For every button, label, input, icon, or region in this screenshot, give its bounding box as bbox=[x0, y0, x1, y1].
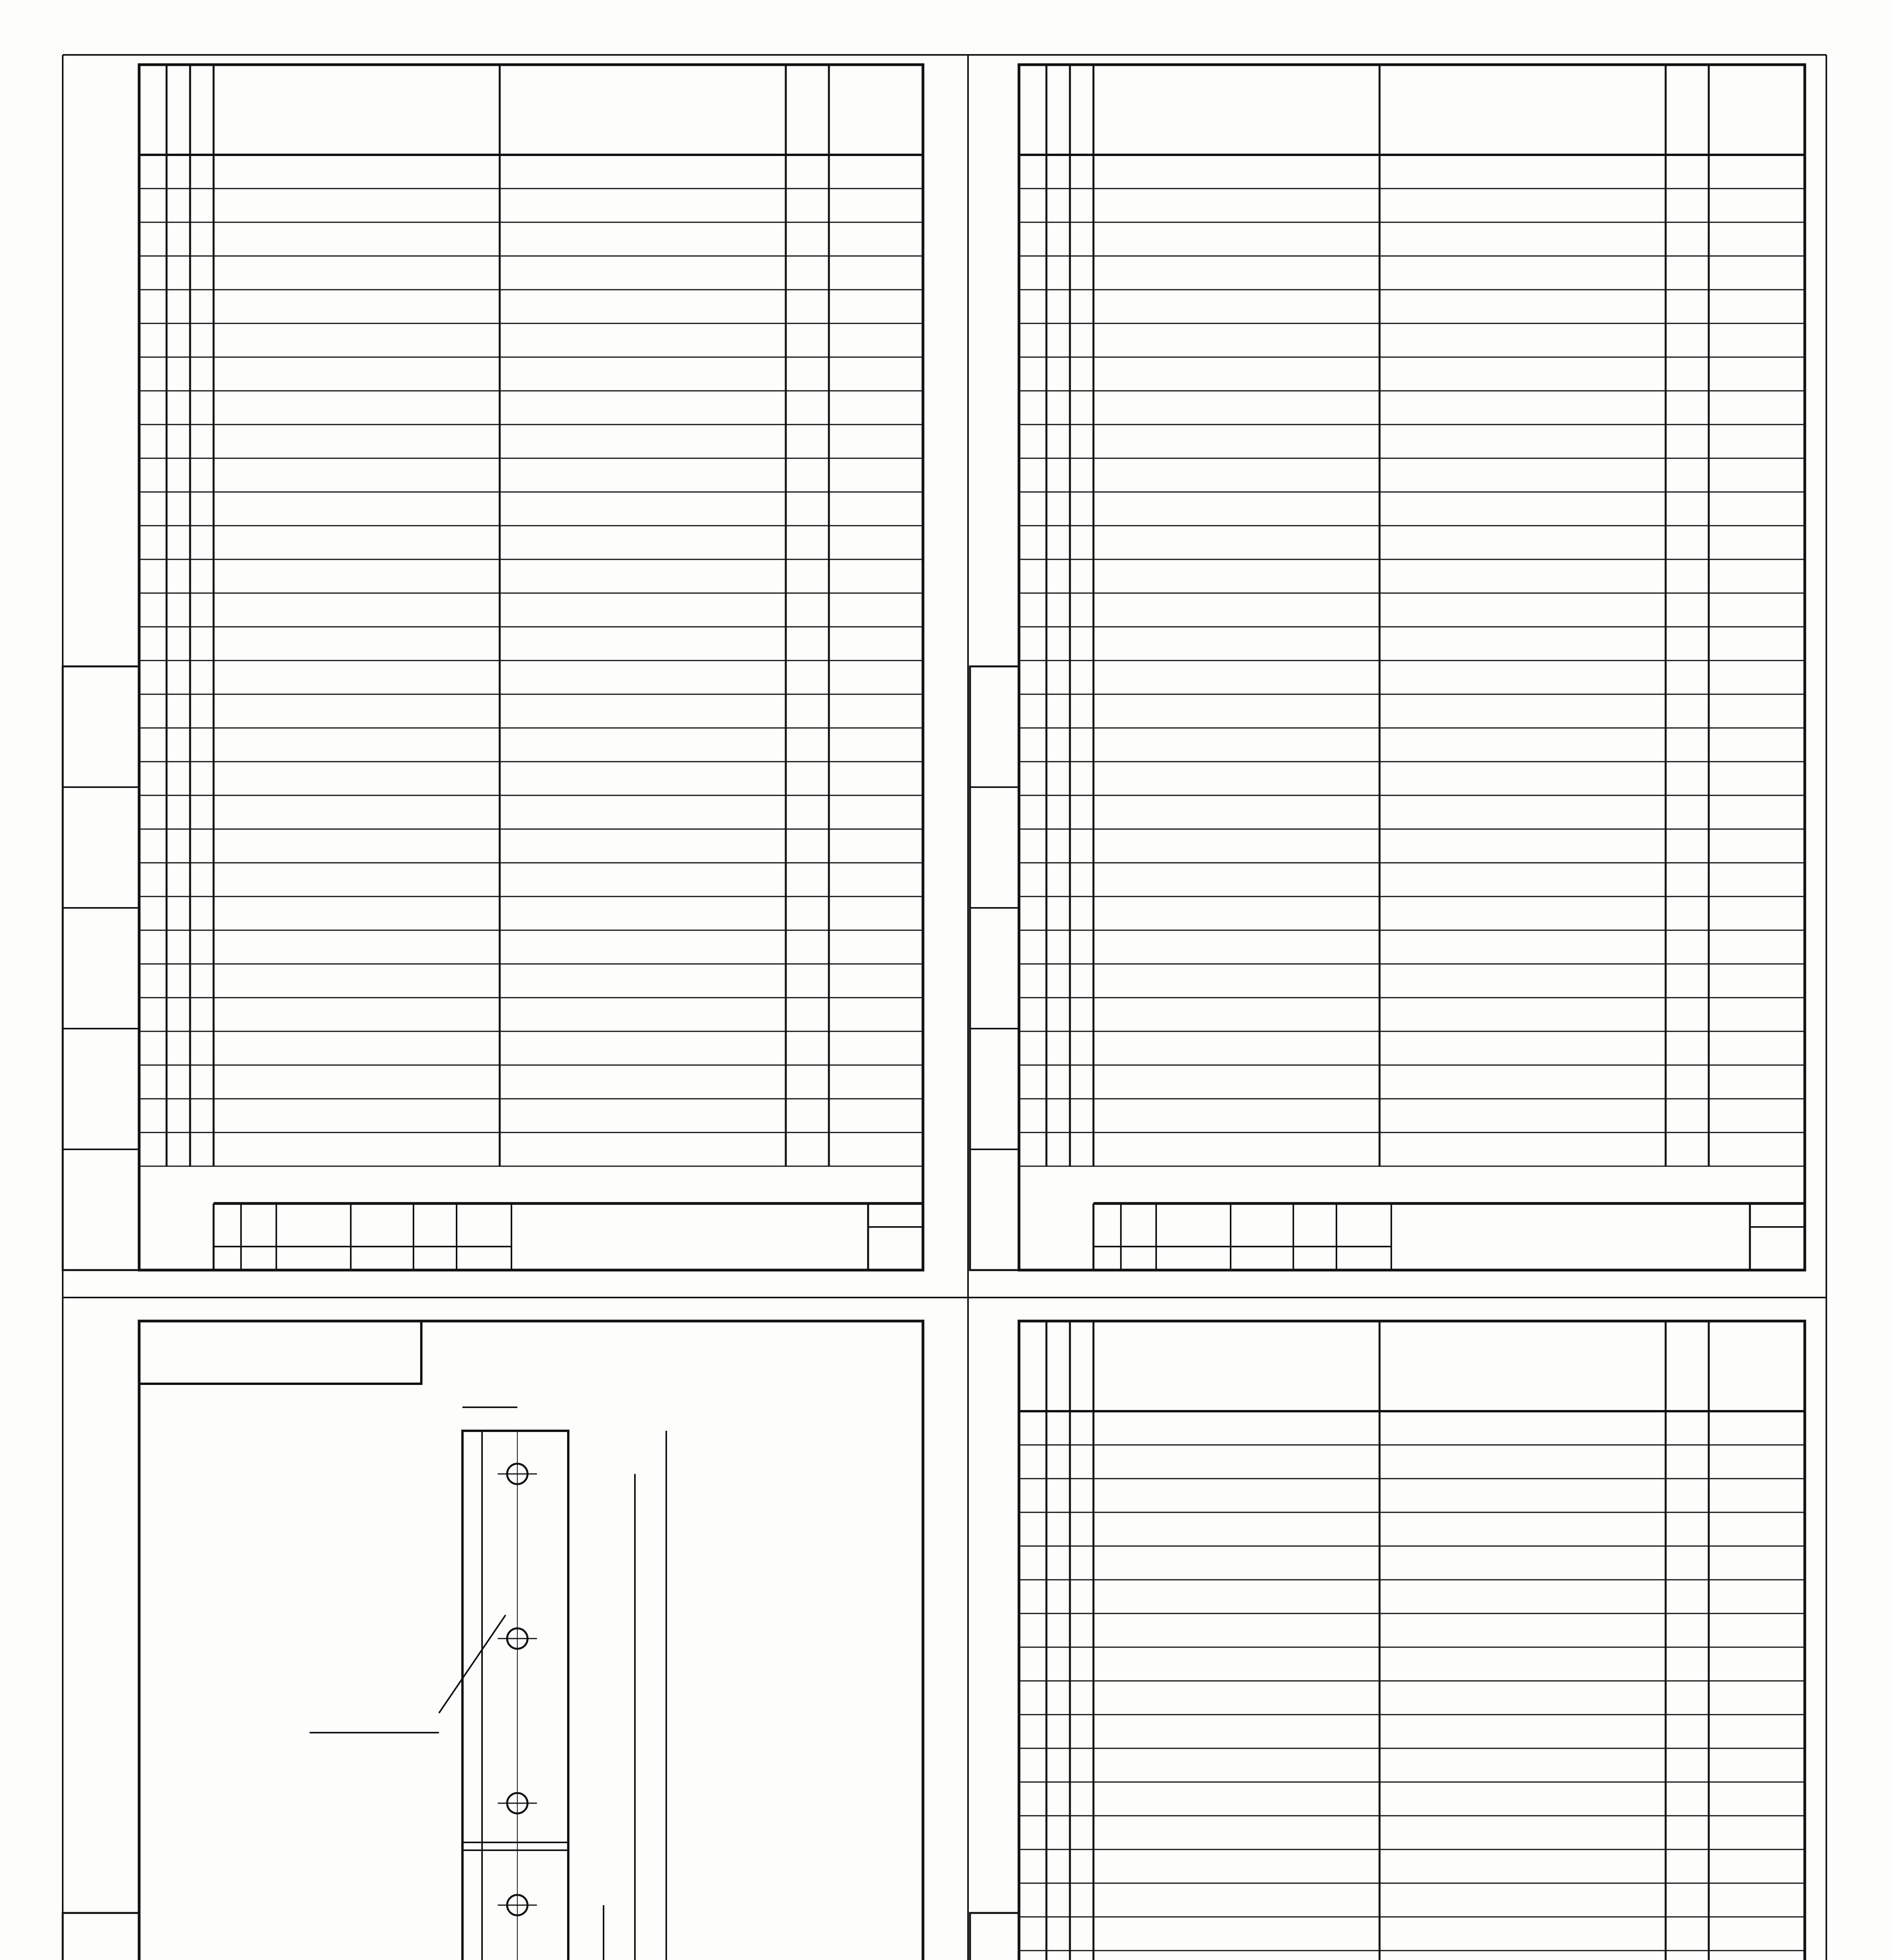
mirrored-code-box bbox=[139, 1321, 421, 1384]
inv-strip-right bbox=[970, 666, 1019, 1270]
hole-leader bbox=[439, 1615, 506, 1713]
sheet5-frame bbox=[1019, 1321, 1805, 1960]
angle-profile-outline bbox=[462, 1431, 568, 1960]
inv-strip-bl bbox=[63, 1913, 139, 1960]
sheet3-frame bbox=[139, 65, 923, 1270]
drawing-frame bbox=[139, 1321, 923, 1960]
inv-strip-left bbox=[63, 666, 139, 1270]
inv-strip-br bbox=[970, 1913, 1019, 1960]
sheet2-frame bbox=[1019, 65, 1805, 1270]
